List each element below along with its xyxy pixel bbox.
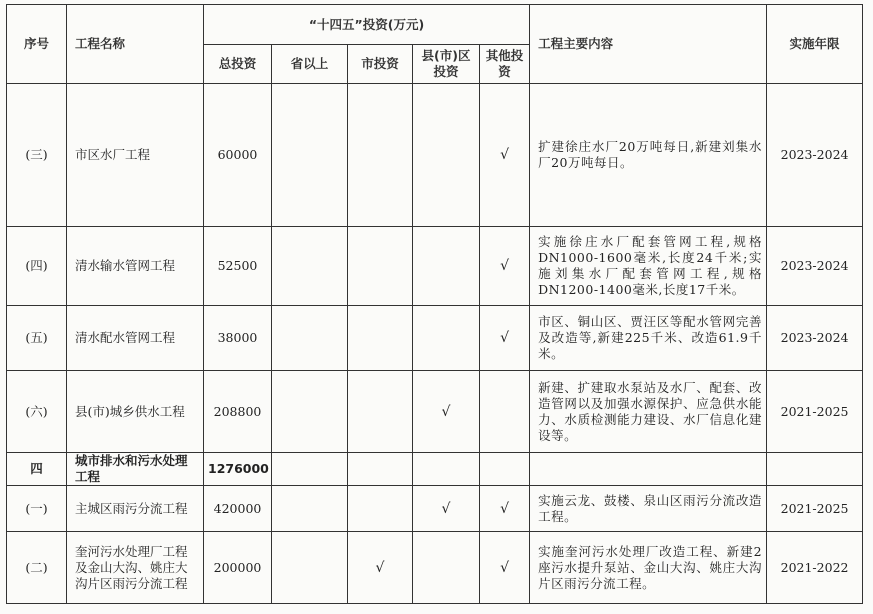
cell-content: 扩建徐庄水厂20万吨每日,新建刘集水厂20万吨每日。	[530, 84, 767, 227]
cell-city	[348, 84, 413, 227]
cell-period: 2023-2024	[767, 306, 863, 371]
cell-seq: (一)	[7, 486, 67, 532]
cell-content	[530, 453, 767, 486]
cell-total: 60000	[204, 84, 272, 227]
investment-table	[6, 4, 863, 604]
table-row	[7, 306, 863, 371]
header-investment-group: “十四五”投资(万元)	[204, 5, 530, 45]
header-provincial: 省以上	[272, 45, 348, 84]
cell-county: √	[413, 371, 480, 453]
table-row	[7, 486, 863, 532]
cell-other	[480, 453, 530, 486]
cell-period: 2023-2024	[767, 227, 863, 306]
cell-total: 38000	[204, 306, 272, 371]
cell-county	[413, 532, 480, 604]
cell-other: √	[480, 227, 530, 306]
cell-county	[413, 453, 480, 486]
header-total: 总投资	[204, 45, 272, 84]
table-row	[7, 453, 863, 486]
cell-total: 208800	[204, 371, 272, 453]
cell-name: 清水配水管网工程	[67, 306, 204, 371]
cell-county	[413, 84, 480, 227]
header-content: 工程主要内容	[530, 5, 767, 84]
cell-seq: (六)	[7, 371, 67, 453]
cell-name: 市区水厂工程	[67, 84, 204, 227]
cell-content: 实施云龙、鼓楼、泉山区雨污分流改造工程。	[530, 486, 767, 532]
cell-period	[767, 453, 863, 486]
cell-provincial	[272, 371, 348, 453]
cell-total: 420000	[204, 486, 272, 532]
cell-seq: (五)	[7, 306, 67, 371]
cell-name: 城市排水和污水处理工程	[67, 453, 204, 486]
cell-seq: 四	[7, 453, 67, 486]
cell-period: 2021-2025	[767, 486, 863, 532]
table-row	[7, 84, 863, 227]
table-row	[7, 227, 863, 306]
cell-name: 主城区雨污分流工程	[67, 486, 204, 532]
header-period: 实施年限	[767, 5, 863, 84]
table-body	[7, 84, 863, 604]
table-row	[7, 532, 863, 604]
cell-city	[348, 486, 413, 532]
header-city: 市投资	[348, 45, 413, 84]
cell-content: 实施徐庄水厂配套管网工程,规格DN1000-1600毫米,长度24千米;实施刘集水厂配套管网工程,规格DN1200-1400毫米,长度17千米。	[530, 227, 767, 306]
cell-period: 2021-2025	[767, 371, 863, 453]
cell-provincial	[272, 486, 348, 532]
cell-provincial	[272, 453, 348, 486]
cell-provincial	[272, 306, 348, 371]
cell-other: √	[480, 486, 530, 532]
header-name: 工程名称	[67, 5, 204, 84]
cell-provincial	[272, 532, 348, 604]
cell-other: √	[480, 306, 530, 371]
header-county: 县(市)区投资	[413, 45, 480, 84]
cell-seq: (四)	[7, 227, 67, 306]
cell-content: 新建、扩建取水泵站及水厂、配套、改造管网以及加强水源保护、应急供水能力、水质检测能力建设、水厂信息化建设等。	[530, 371, 767, 453]
header-seq: 序号	[7, 5, 67, 84]
cell-period: 2023-2024	[767, 84, 863, 227]
cell-county: √	[413, 486, 480, 532]
cell-total: 52500	[204, 227, 272, 306]
cell-county	[413, 306, 480, 371]
cell-seq: (三)	[7, 84, 67, 227]
cell-other: √	[480, 84, 530, 227]
cell-name: 县(市)城乡供水工程	[67, 371, 204, 453]
cell-name: 奎河污水处理厂工程及金山大沟、姚庄大沟片区雨污分流工程	[67, 532, 204, 604]
cell-total: 1276000	[204, 453, 272, 486]
cell-total: 200000	[204, 532, 272, 604]
cell-provincial	[272, 227, 348, 306]
cell-city	[348, 227, 413, 306]
header-other: 其他投资	[480, 45, 530, 84]
table-row	[7, 371, 863, 453]
cell-period: 2021-2022	[767, 532, 863, 604]
cell-content: 实施奎河污水处理厂改造工程、新建2座污水提升泵站、金山大沟、姚庄大沟片区雨污分流工程。	[530, 532, 767, 604]
cell-city	[348, 453, 413, 486]
cell-city	[348, 306, 413, 371]
cell-name: 清水输水管网工程	[67, 227, 204, 306]
cell-county	[413, 227, 480, 306]
cell-provincial	[272, 84, 348, 227]
cell-content: 市区、铜山区、贾汪区等配水管网完善及改造等,新建225千米、改造61.9千米。	[530, 306, 767, 371]
cell-city	[348, 371, 413, 453]
cell-seq: (二)	[7, 532, 67, 604]
cell-other: √	[480, 532, 530, 604]
cell-city: √	[348, 532, 413, 604]
cell-other	[480, 371, 530, 453]
